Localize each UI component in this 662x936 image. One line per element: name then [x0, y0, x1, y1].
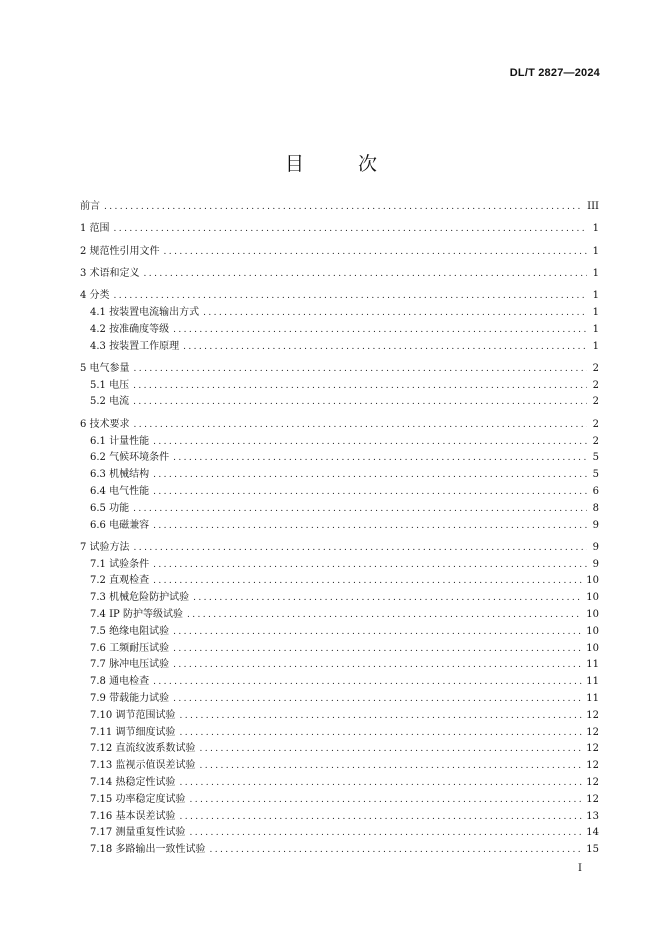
- toc-leader-dots: [189, 825, 582, 842]
- toc-leader-dots: [153, 518, 587, 535]
- toc-entry-label: 7 试验方法: [80, 541, 130, 553]
- toc-entry-label: 前言: [80, 201, 100, 212]
- toc-entry-page: 11: [586, 659, 599, 671]
- toc-leader-dots: [153, 557, 587, 574]
- toc-entry-label: 6.6 电磁兼容: [90, 519, 150, 531]
- toc-entry-page: 2: [592, 435, 599, 447]
- toc-entry[interactable]: [80, 266, 599, 283]
- toc-entry[interactable]: [80, 221, 599, 238]
- toc-entry[interactable]: [80, 557, 599, 574]
- toc-leader-dots: [153, 484, 587, 501]
- toc-title: 目 次: [284, 153, 402, 175]
- toc-leader-dots: [187, 607, 582, 624]
- toc-leader-dots: [199, 758, 582, 775]
- toc-entry[interactable]: [80, 518, 599, 535]
- toc-entry-label: 7.7 脉冲电压试验: [90, 659, 170, 671]
- toc-leader-dots: [199, 741, 582, 758]
- toc-entry[interactable]: [80, 450, 599, 467]
- toc-entry-page: 2: [592, 396, 599, 408]
- toc-entry[interactable]: [80, 775, 599, 792]
- toc-entry-page: 9: [592, 541, 599, 553]
- toc-leader-dots: [173, 624, 582, 641]
- toc-entry-label: 7.4 IP 防护等级试验: [90, 609, 183, 621]
- toc-leader-dots: [173, 641, 582, 658]
- toc-entry[interactable]: [80, 758, 599, 775]
- toc-entry-label: 7.9 带载能力试验: [90, 693, 170, 705]
- table-of-contents: [80, 199, 599, 859]
- toc-leader-dots: [209, 842, 582, 859]
- toc-entry-label: 5 电气参量: [80, 362, 130, 374]
- toc-entry-label: 7.10 调节范围试验: [90, 709, 176, 721]
- toc-leader-dots: [153, 467, 587, 484]
- toc-entry-label: 7.11 调节细度试验: [90, 726, 176, 738]
- toc-entry[interactable]: [80, 725, 599, 742]
- toc-leader-dots: [179, 775, 582, 792]
- toc-entry-page: 8: [592, 502, 599, 514]
- toc-entry[interactable]: [80, 573, 599, 590]
- toc-entry-page: 10: [586, 625, 599, 637]
- toc-entry-label: 4.1 按装置电流输出方式: [90, 306, 200, 318]
- toc-entry-page: 13: [586, 810, 599, 822]
- toc-leader-dots: [164, 244, 587, 261]
- toc-entry-label: 7.18 多路输出一致性试验: [90, 844, 206, 856]
- toc-entry-page: 10: [586, 592, 599, 604]
- toc-entry[interactable]: [80, 244, 599, 261]
- toc-entry-page: 12: [586, 726, 599, 738]
- toc-entry-label: 5.2 电流: [90, 396, 130, 408]
- toc-entry-page: 12: [586, 709, 599, 721]
- toc-leader-dots: [153, 674, 582, 691]
- toc-entry-page: 1: [592, 290, 599, 302]
- toc-entry[interactable]: [80, 322, 599, 339]
- toc-entry[interactable]: [80, 339, 599, 356]
- toc-entry-label: 7.12 直流纹波系数试验: [90, 743, 196, 755]
- toc-leader-dots: [189, 792, 582, 809]
- toc-entry-page: 6: [592, 485, 599, 497]
- toc-entry-label: 6.2 气候环境条件: [90, 452, 170, 464]
- toc-leader-dots: [133, 394, 587, 411]
- toc-entry[interactable]: [80, 624, 599, 641]
- toc-entry[interactable]: [80, 792, 599, 809]
- toc-entry-page: III: [587, 201, 599, 212]
- toc-leader-dots: [193, 590, 582, 607]
- toc-entry-page: 1: [592, 340, 599, 352]
- toc-entry-label: 6.1 计量性能: [90, 435, 150, 447]
- toc-entry[interactable]: [80, 641, 599, 658]
- toc-entry-label: 4.2 按准确度等级: [90, 323, 170, 335]
- toc-leader-dots: [114, 288, 587, 305]
- toc-entry[interactable]: [80, 657, 599, 674]
- toc-entry[interactable]: [80, 417, 599, 434]
- toc-entry[interactable]: [80, 540, 599, 557]
- toc-leader-dots: [114, 221, 587, 238]
- toc-entry[interactable]: [80, 199, 599, 216]
- toc-entry-label: 5.1 电压: [90, 379, 130, 391]
- toc-entry[interactable]: [80, 501, 599, 518]
- toc-entry-label: 4 分类: [80, 290, 110, 302]
- toc-entry-page: 1: [592, 223, 599, 235]
- toc-leader-dots: [134, 540, 587, 557]
- toc-entry-label: 7.17 测量重复性试验: [90, 827, 186, 839]
- toc-entry-label: 7.16 基本误差试验: [90, 810, 176, 822]
- toc-entry[interactable]: [80, 434, 599, 451]
- toc-entry-page: 10: [586, 609, 599, 621]
- toc-entry-page: 11: [586, 676, 599, 688]
- toc-entry-page: 1: [592, 245, 599, 257]
- toc-entry[interactable]: [80, 394, 599, 411]
- toc-entry-page: 11: [586, 693, 599, 705]
- toc-entry[interactable]: [80, 305, 599, 322]
- toc-entry-page: 12: [586, 777, 599, 788]
- toc-leader-dots: [179, 725, 582, 742]
- toc-entry-page: 9: [592, 519, 599, 531]
- toc-entry-label: 2 规范性引用文件: [80, 245, 160, 257]
- toc-entry-label: 6.3 机械结构: [90, 469, 150, 481]
- toc-entry-page: 1: [592, 323, 599, 335]
- toc-entry[interactable]: [80, 590, 599, 607]
- toc-entry-page: 12: [586, 743, 599, 755]
- toc-entry[interactable]: [80, 691, 599, 708]
- toc-entry-page: 2: [592, 362, 599, 374]
- toc-leader-dots: [153, 573, 582, 590]
- toc-entry[interactable]: [80, 674, 599, 691]
- toc-entry[interactable]: [80, 361, 599, 378]
- toc-entry-page: 5: [592, 452, 599, 464]
- page-number: I: [578, 863, 582, 874]
- toc-leader-dots: [133, 501, 587, 518]
- toc-entry-label: 1 范围: [80, 223, 110, 235]
- toc-entry-label: 6 技术要求: [80, 418, 130, 430]
- toc-entry-label: 7.3 机械危险防护试验: [90, 592, 190, 604]
- toc-entry[interactable]: [80, 741, 599, 758]
- toc-entry-label: 7.5 绝缘电阻试验: [90, 625, 170, 637]
- toc-entry[interactable]: [80, 825, 599, 842]
- toc-leader-dots: [173, 450, 587, 467]
- toc-entry-page: 2: [592, 379, 599, 391]
- toc-leader-dots: [134, 417, 587, 434]
- toc-entry[interactable]: [80, 809, 599, 826]
- toc-entry[interactable]: [80, 842, 599, 859]
- toc-entry-label: 7.13 监视示值误差试验: [90, 760, 196, 772]
- toc-entry-page: 1: [592, 306, 599, 318]
- toc-entry-page: 15: [586, 844, 599, 856]
- toc-entry-page: 1: [592, 267, 599, 279]
- toc-entry-label: 7.1 试验条件: [90, 558, 150, 570]
- toc-entry-label: 7.8 通电检查: [90, 676, 150, 688]
- toc-entry-page: 10: [586, 642, 599, 654]
- toc-entry-page: 2: [592, 418, 599, 430]
- toc-entry[interactable]: [80, 288, 599, 305]
- toc-leader-dots: [104, 199, 583, 216]
- toc-entry-label: 7.6 工频耐压试验: [90, 642, 170, 654]
- toc-entry-page: 12: [586, 793, 599, 805]
- toc-entry-page: 5: [592, 469, 599, 481]
- toc-leader-dots: [134, 361, 587, 378]
- document-code: DL/T 2827—2024: [509, 67, 600, 79]
- toc-leader-dots: [133, 378, 587, 395]
- toc-entry[interactable]: [80, 467, 599, 484]
- toc-entry-label: 7.14 热稳定性试验: [90, 777, 176, 788]
- toc-leader-dots: [173, 322, 587, 339]
- toc-entry-page: 12: [586, 760, 599, 772]
- toc-entry-label: 6.5 功能: [90, 502, 130, 514]
- toc-leader-dots: [179, 809, 582, 826]
- toc-leader-dots: [179, 708, 582, 725]
- toc-entry-page: 9: [592, 558, 599, 570]
- toc-entry[interactable]: [80, 708, 599, 725]
- toc-entry-label: 3 术语和定义: [80, 267, 140, 279]
- toc-entry-label: 4.3 按装置工作原理: [90, 340, 180, 352]
- toc-leader-dots: [153, 434, 587, 451]
- toc-entry[interactable]: [80, 607, 599, 624]
- toc-leader-dots: [144, 266, 587, 283]
- toc-entry-label: 6.4 电气性能: [90, 485, 150, 497]
- toc-entry[interactable]: [80, 378, 599, 395]
- toc-entry-page: 14: [586, 827, 599, 839]
- toc-entry-label: 7.2 直观检查: [90, 575, 150, 587]
- toc-entry[interactable]: [80, 484, 599, 501]
- toc-entry-page: 10: [586, 575, 599, 587]
- toc-leader-dots: [203, 305, 587, 322]
- toc-entry-label: 7.15 功率稳定度试验: [90, 793, 186, 805]
- toc-leader-dots: [173, 657, 582, 674]
- toc-leader-dots: [183, 339, 587, 356]
- toc-leader-dots: [173, 691, 582, 708]
